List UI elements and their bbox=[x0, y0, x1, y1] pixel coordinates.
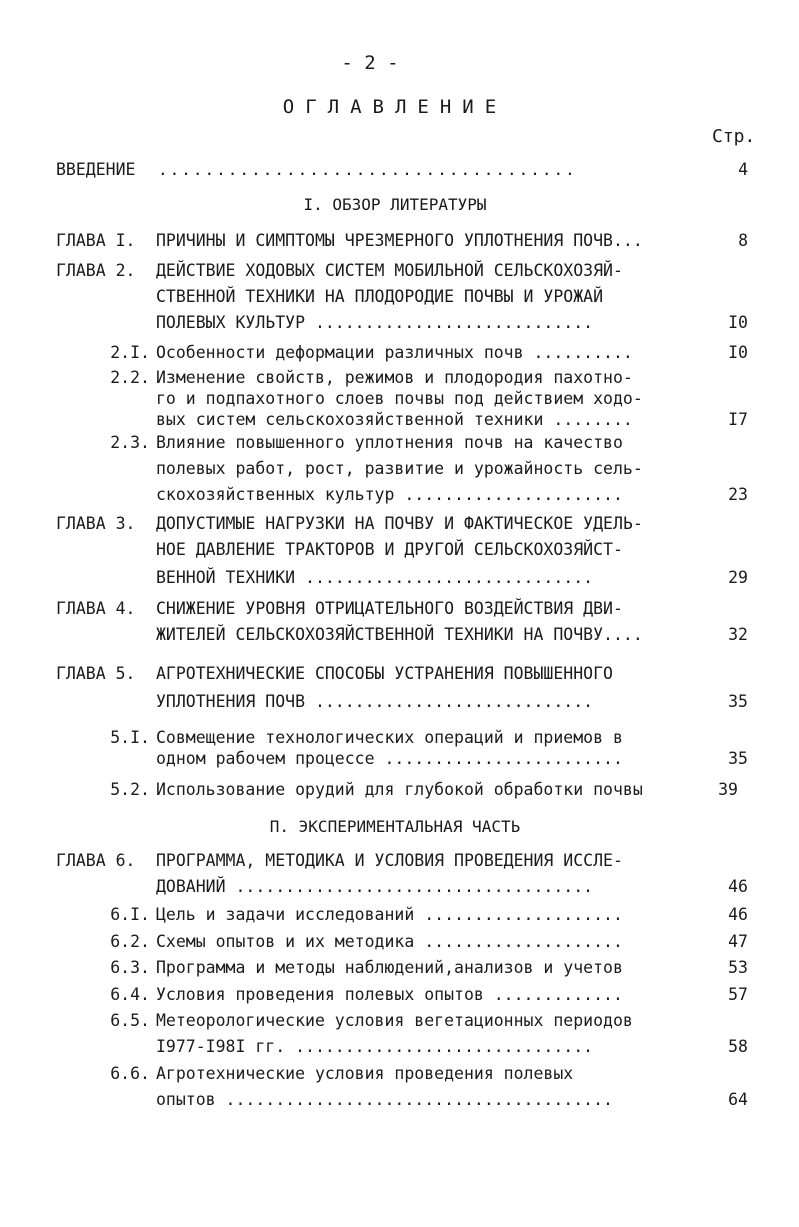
toc-entry bbox=[0, 851, 760, 903]
toc-entry-text: Агротехнические условия проведения полевых bbox=[156, 1064, 574, 1083]
toc-entry-text: Влияние повышенного уплотнения почв на качество bbox=[156, 433, 623, 452]
toc-page-number: 35 bbox=[728, 692, 748, 711]
toc-page-number: 29 bbox=[728, 568, 748, 587]
toc-entry-text: Особенности деформации различных почв .......... bbox=[156, 343, 633, 362]
toc-entry bbox=[0, 231, 760, 257]
toc-entry-label: 6.3. bbox=[110, 958, 150, 977]
toc-entry bbox=[0, 343, 760, 364]
toc-entry bbox=[0, 905, 760, 931]
toc-entry-label: 5.I. bbox=[110, 728, 150, 747]
toc-leader-dots: .................................... bbox=[158, 160, 577, 179]
toc-entry-text: СТВЕННОЙ ТЕХНИКИ НА ПЛОДОРОДИЕ ПОЧВЫ И УРОЖАЙ bbox=[156, 287, 604, 306]
toc-entry-label: 2.I. bbox=[110, 343, 150, 362]
toc-entry bbox=[0, 514, 760, 594]
toc-entry bbox=[0, 599, 760, 651]
toc-entry-label: ГЛАВА 2. bbox=[56, 261, 136, 280]
toc-entry-text: ДЕЙСТВИЕ ХОДОВЫХ СИСТЕМ МОБИЛЬНОЙ СЕЛЬСКОХОЗЯЙ- bbox=[156, 261, 623, 280]
toc-entry-text: I977-I98I гг. .............................. bbox=[156, 1037, 594, 1056]
toc-entry bbox=[0, 728, 760, 775]
toc-entry bbox=[0, 1011, 760, 1063]
toc-entry-label: 6.2. bbox=[110, 932, 150, 951]
toc-page-number: 39 bbox=[718, 780, 738, 799]
toc-entry-text: НОЕ ДАВЛЕНИЕ ТРАКТОРОВ И ДРУГОЙ СЕЛЬСКОХОЗЯЙСТ- bbox=[156, 540, 623, 559]
toc-entry-label: 6.4. bbox=[110, 985, 150, 1004]
toc-page-number: 35 bbox=[728, 749, 748, 768]
toc-page-number: I7 bbox=[728, 410, 748, 429]
toc-entry-text: УПЛОТНЕНИЯ ПОЧВ ............................ bbox=[156, 692, 594, 711]
toc-entry-label: 2.3. bbox=[110, 433, 150, 452]
toc-entry-label: 6.6. bbox=[110, 1064, 150, 1083]
toc-entry-text: ПОЛЕВЫХ КУЛЬТУР ............................ bbox=[156, 313, 594, 332]
toc-entry bbox=[0, 780, 760, 806]
toc-entry-label: ГЛАВА 5. bbox=[56, 664, 136, 683]
toc-entry-text: Программа и методы наблюдений,анализов и учетов bbox=[156, 958, 623, 977]
toc-entry-text: АГРОТЕХНИЧЕСКИЕ СПОСОБЫ УСТРАНЕНИЯ ПОВЫШЕННОГО bbox=[156, 664, 613, 683]
part-heading-1: I. ОБЗОР ЛИТЕРАТУРЫ bbox=[303, 195, 487, 214]
toc-entry-label: ГЛАВА 4. bbox=[56, 599, 136, 618]
toc-entry bbox=[0, 664, 760, 718]
toc-page-number: 23 bbox=[728, 485, 748, 504]
toc-entry-text: скохозяйственных культур ...................... bbox=[156, 485, 623, 504]
toc-entry-text: Метеорологические условия вегетационных периодов bbox=[156, 1011, 633, 1030]
toc-entry-label: ГЛАВА 6. bbox=[56, 851, 136, 870]
toc-page-number: 46 bbox=[728, 877, 748, 896]
toc-entry-text: Изменение свойств, режимов и плодородия пахотно- bbox=[156, 368, 633, 387]
toc-entry-text: опытов ....................................... bbox=[156, 1090, 613, 1109]
toc-page-number: 57 bbox=[728, 985, 748, 1004]
toc-entry-text: ДОПУСТИМЫЕ НАГРУЗКИ НА ПОЧВУ И ФАКТИЧЕСКОЕ УДЕЛЬ- bbox=[156, 514, 643, 533]
toc-title: ОГЛАВЛЕНИЕ bbox=[282, 96, 508, 118]
toc-page-number: I0 bbox=[728, 343, 748, 362]
page-number: - 2 - bbox=[341, 52, 399, 74]
toc-page-number: 46 bbox=[728, 905, 748, 924]
toc-entry-text: Схемы опытов и их методика .................... bbox=[156, 932, 623, 951]
toc-entry-text: одном рабочем процессе ........................ bbox=[156, 749, 623, 768]
page-column-label: Стр. bbox=[712, 126, 756, 147]
toc-entry bbox=[0, 985, 760, 1011]
toc-entry-label: ВВЕДЕНИЕ bbox=[56, 160, 136, 179]
toc-entry-label: 6.5. bbox=[110, 1011, 150, 1030]
toc-entry-label: 5.2. bbox=[110, 780, 150, 799]
toc-page-number: 64 bbox=[728, 1090, 748, 1109]
toc-page-number: 32 bbox=[728, 625, 748, 644]
toc-page-number: 4 bbox=[738, 160, 748, 179]
toc-entry-label: 6.I. bbox=[110, 905, 150, 924]
toc-entry bbox=[0, 958, 760, 984]
toc-entry-text: ВЕННОЙ ТЕХНИКИ ............................. bbox=[156, 568, 594, 587]
toc-entry-text: полевых работ, рост, развитие и урожайность сель- bbox=[156, 459, 643, 478]
part-heading-2: П. ЭКСПЕРИМЕНТАЛЬНАЯ ЧАСТЬ bbox=[269, 817, 521, 836]
toc-entry-text: Условия проведения полевых опытов ............. bbox=[156, 985, 623, 1004]
toc-entry-text: го и подпахотного слоев почвы под действием ходо- bbox=[156, 389, 643, 408]
toc-page-number: 47 bbox=[728, 932, 748, 951]
toc-entry-text: Совмещение технологических операций и приемов в bbox=[156, 728, 623, 747]
toc-page-number: I0 bbox=[728, 313, 748, 332]
toc-entry-text: Цель и задачи исследований .................... bbox=[156, 905, 623, 924]
toc-entry-text: ДОВАНИЙ .................................... bbox=[156, 877, 594, 896]
toc-entry-label: ГЛАВА 3. bbox=[56, 514, 136, 533]
toc-page-number: 58 bbox=[728, 1037, 748, 1056]
toc-entry-text: ПРИЧИНЫ И СИМПТОМЫ ЧРЕЗМЕРНОГО УПЛОТНЕНИЯ ПОЧВ... bbox=[156, 231, 643, 250]
toc-entry-label: ГЛАВА I. bbox=[56, 231, 136, 250]
toc-entry-text: Использование орудий для глубокой обработки почвы bbox=[156, 780, 643, 799]
toc-entry bbox=[0, 261, 760, 339]
toc-page-number: 53 bbox=[728, 958, 748, 977]
toc-entry-label: 2.2. bbox=[110, 368, 150, 387]
toc-entry bbox=[0, 368, 760, 431]
toc-entry-text: СНИЖЕНИЕ УРОВНЯ ОТРИЦАТЕЛЬНОГО ВОЗДЕЙСТВИЯ ДВИ- bbox=[156, 599, 623, 618]
toc-entry-text: ЖИТЕЛЕЙ СЕЛЬСКОХОЗЯЙСТВЕННОЙ ТЕХНИКИ НА ПОЧВУ.... bbox=[156, 625, 643, 644]
toc-entry bbox=[0, 1064, 760, 1116]
toc-page-number: 8 bbox=[738, 231, 748, 250]
toc-entry bbox=[0, 932, 760, 958]
toc-entry-text: вых систем сельскохозяйственной техники ........ bbox=[156, 410, 633, 429]
toc-entry bbox=[0, 433, 760, 511]
toc-entry-intro bbox=[0, 160, 760, 186]
toc-entry-text: ПРОГРАММА, МЕТОДИКА И УСЛОВИЯ ПРОВЕДЕНИЯ ИССЛЕ- bbox=[156, 851, 623, 870]
